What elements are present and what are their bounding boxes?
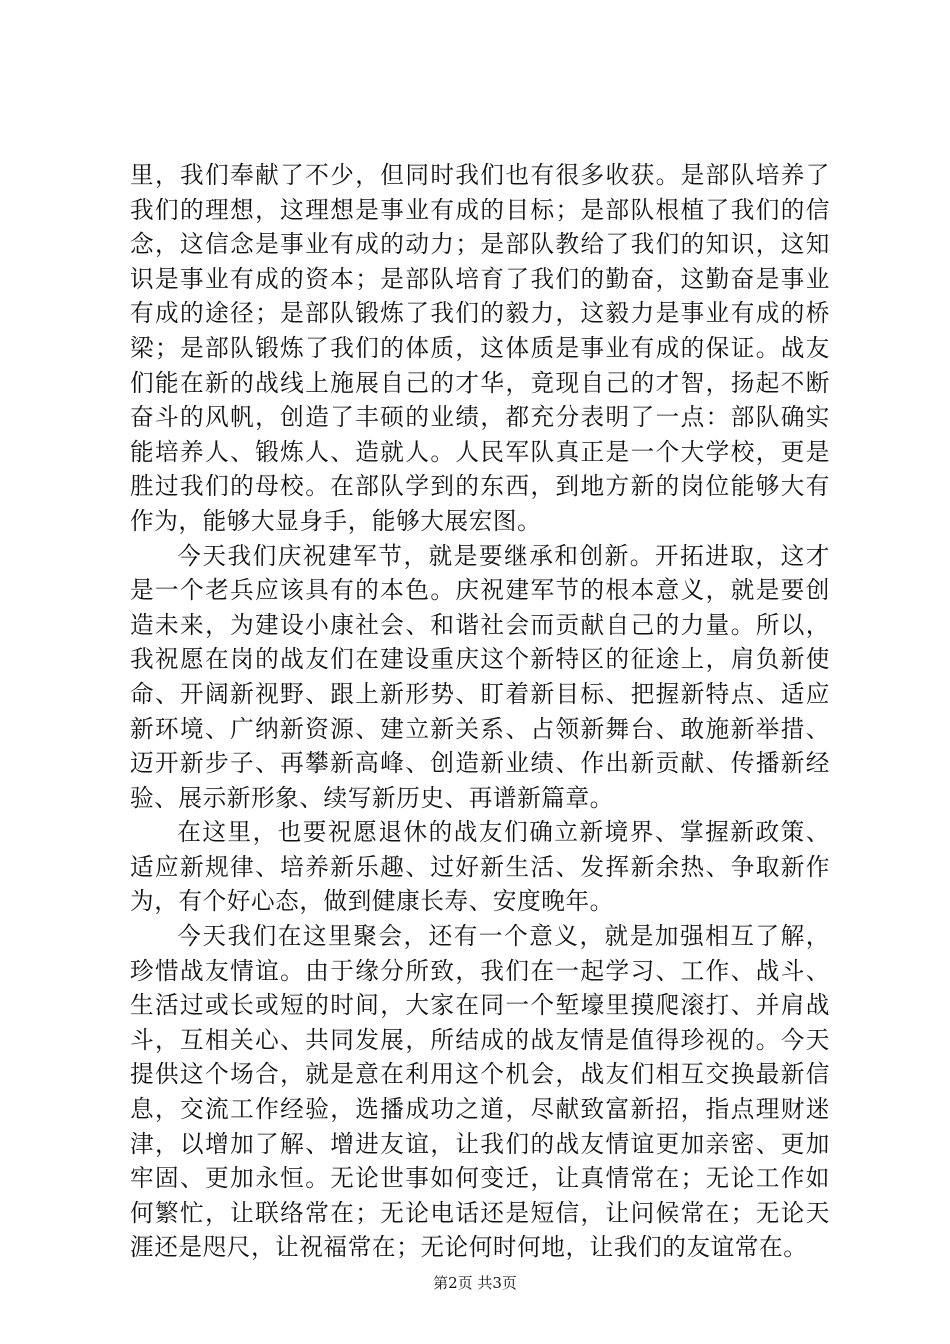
paragraph-2: 今天我们庆祝建军节，就是要继承和创新。开拓进取，这才是一个老兵应该具有的本色。庆祝建军节的根本意义，就是要创造未来，为建设小康社会、和谐社会而贡献自己的力量。所以，我祝愿在岗的战友们在建设重庆这个新特区的征途上，肩负新使命、开阔新视野、跟上新形势、盯着新目标、把握新特点、适应新环境、广纳新资源、建立新关系、占领新舞台、敢施新举措、迈开新步子、再攀新高峰、创造新业绩、作出新贡献、传播新经验、展示新形象、续写新历史、再谱新篇章。 <box>130 541 830 812</box>
page-number-footer: 第2页 共3页 <box>433 1274 517 1292</box>
body-text <box>130 158 830 1265</box>
paragraph-3: 在这里，也要祝愿退休的战友们确立新境界、掌握新政策、适应新规律、培养新乐趣、过好新生活、发挥新余热、争取新作为，有个好心态，做到健康长寿、安度晚年。 <box>130 818 830 916</box>
paragraph-4: 今天我们在这里聚会，还有一个意义，就是加强相互了解，珍惜战友情谊。由于缘分所致，我们在一起学习、工作、战斗、生活过或长或短的时间，大家在同一个堑壕里摸爬滚打、并肩战斗，互相关心、共同发展，所结成的战友情是值得珍视的。今天提供这个场合，就是意在利用这个机会，战友们相互交换最新信息，交流工作经验，选播成功之道，尽献致富新招，指点理财迷津，以增加了解、增进友谊，让我们的战友情谊更加亲密、更加牢固、更加永恒。无论世事如何变迁，让真情常在；无论工作如何繁忙，让联络常在；无论电话还是短信，让问候常在；无论天涯还是咫尺，让祝福常在；无论何时何地，让我们的友谊常在。 <box>130 922 830 1262</box>
paragraph-1: 里，我们奉献了不少，但同时我们也有很多收获。是部队培养了我们的理想，这理想是事业有成的目标；是部队根植了我们的信念，这信念是事业有成的动力；是部队教给了我们的知识，这知识是事业有成的资本；是部队培育了我们的勤奋，这勤奋是事业有成的途径；是部队锻炼了我们的毅力，这毅力是事业有成的桥梁；是部队锻炼了我们的体质，这体质是事业有成的保证。战友们能在新的战线上施展自己的才华，竟现自己的才智，扬起不断奋斗的风帆，创造了丰硕的业绩，都充分表明了一点：部队确实能培养人、锻炼人、造就人。人民军队真正是一个大学校，更是胜过我们的母校。在部队学到的东西，到地方新的岗位能够大有作为，能够大显身手，能够大展宏图。 <box>130 161 830 535</box>
